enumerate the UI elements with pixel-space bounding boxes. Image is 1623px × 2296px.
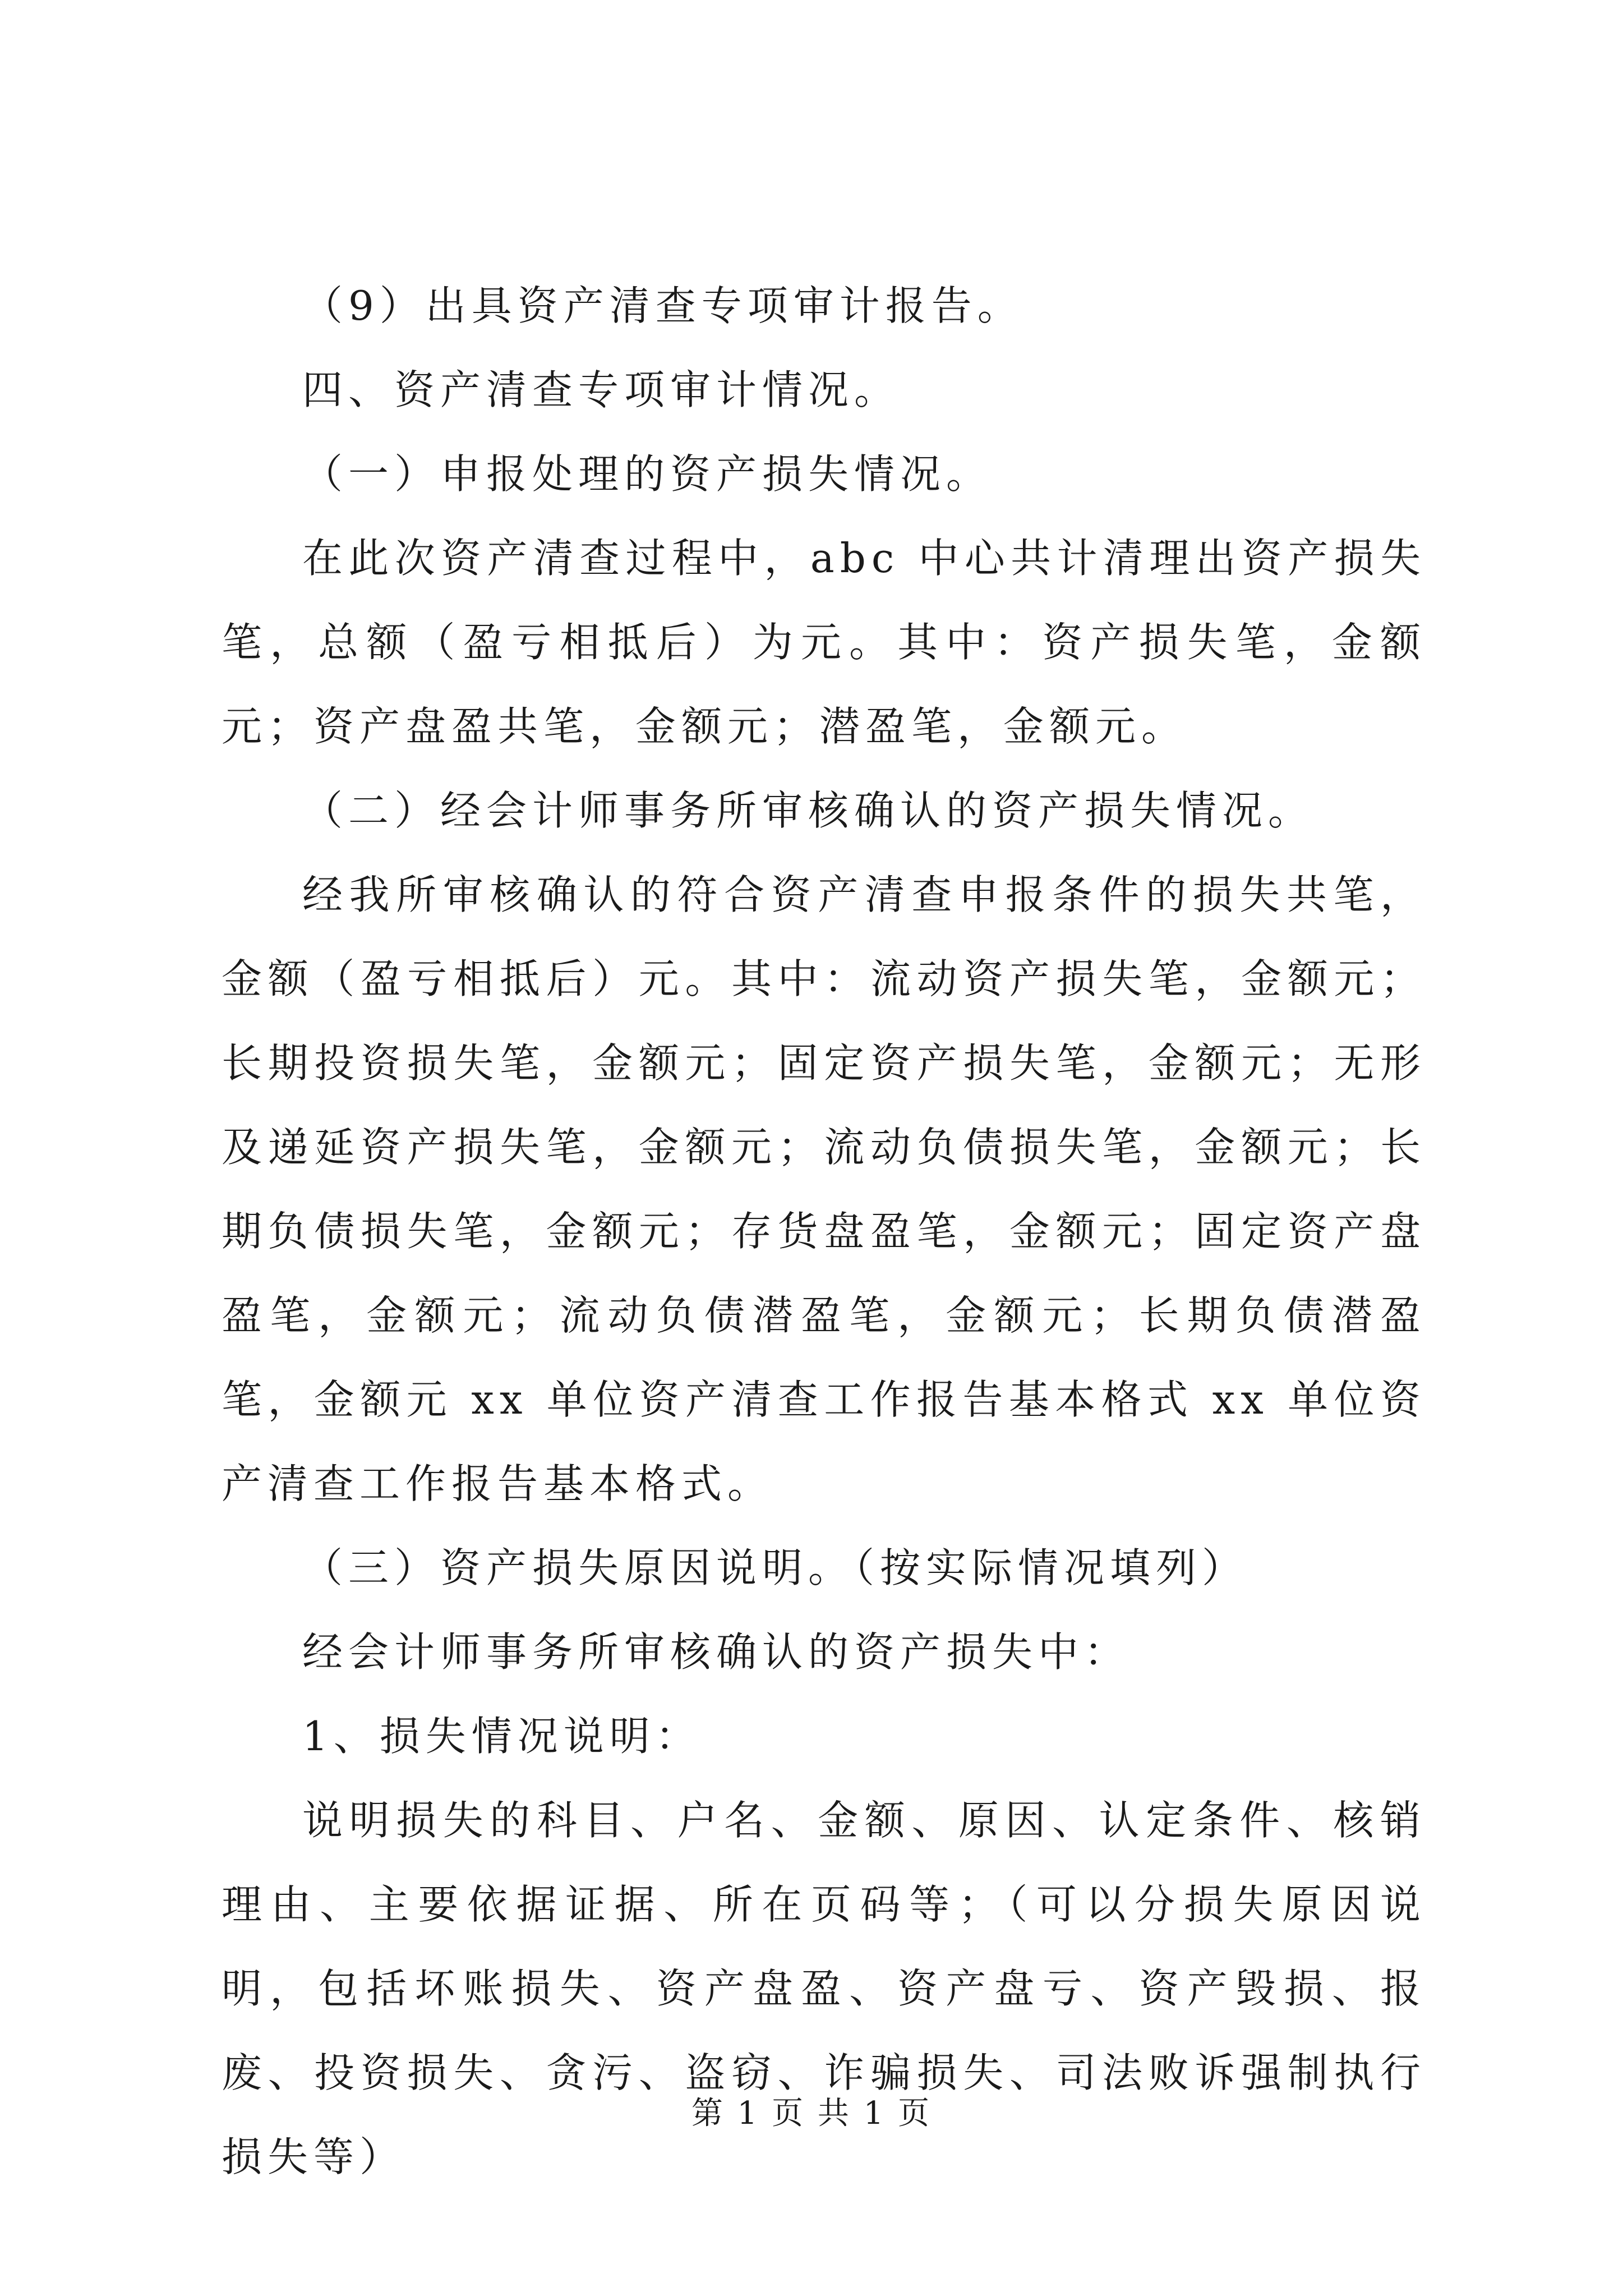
paragraph-confirmed-losses: 经我所审核确认的符合资产清查申报条件的损失共笔，金额（盈亏相抵后）元。其中：流动资产损失笔，金额元；长期投资损失笔，金额元；固定资产损失笔，金额元；无形及递延资产损失笔，金额元；流动负债损失笔，金额元；长期负债损失笔，金额元；存货盘盈笔，金额元；固定资产盘盈笔，金额元；流动负债潜盈笔，金额元；长期负债潜盈笔，金额元 xx 单位资产清查工作报告基本格式 xx 单位资产清查工作报告基本格式。 [222,871,1426,1507]
page-footer: 第 1 页 共 1 页 [691,2095,932,2132]
subsection-heading-2: （二）经会计师事务所审核确认的资产损失情况。 [302,787,1315,834]
subsection-heading-1: （一）申报处理的资产损失情况。 [302,450,993,498]
subsection-heading-3: （三）资产损失原因说明。（按实际情况填列） [302,1544,1248,1591]
paragraph-confirmed-intro: 经会计师事务所审核确认的资产损失中： [302,1628,1131,1676]
paragraph-declared-losses: 在此次资产清查过程中，abc 中心共计清理出资产损失笔，总额（盈亏相抵后）为元。其中：资产损失笔，金额元；资产盘盈共笔，金额元；潜盈笔，金额元。 [222,535,1426,750]
list-item-1-heading: 1、损失情况说明： [302,1713,702,1760]
document-body [222,264,1426,2199]
paragraph-item-9: （9）出具资产清查专项审计报告。 [302,282,1023,329]
section-heading-4: 四、资产清查专项审计情况。 [302,366,901,413]
paragraph-loss-explanation: 说明损失的科目、户名、金额、原因、认定条件、核销理由、主要依据证据、所在页码等；（可以分损失原因说明，包括坏账损失、资产盘盈、资产盘亏、资产毁损、报废、投资损失、贪污、盗窃、诈骗损失、司法败诉强制执行损失等） [222,1797,1426,2180]
